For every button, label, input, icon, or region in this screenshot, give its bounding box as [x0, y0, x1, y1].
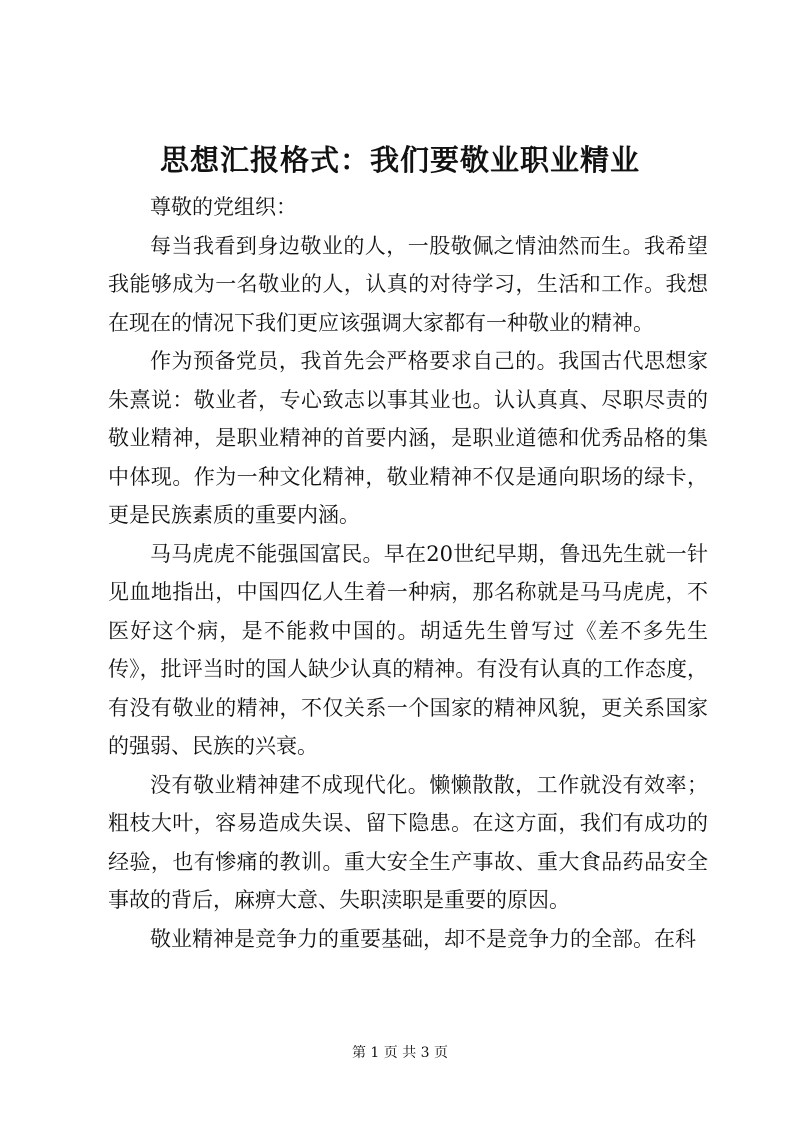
salutation: 尊敬的党组织： [150, 195, 297, 219]
paragraph-1: 每当我看到身边敬业的人，一股敬佩之情油然而生。我希望我能够成为一名敬业的人，认真的对待学习，生活和工作。我想在现在的情况下我们更应该强调大家都有一种敬业的精神。 [108, 233, 708, 335]
paragraph-4: 没有敬业精神建不成现代化。懒懒散散，工作就没有效率；粗枝大叶，容易造成失误、留下隐患。在这方面，我们有成功的经验，也有惨痛的教训。重大安全生产事故、重大食品药品安全事故的背后，麻痹大意、失职渎职是重要的原因。 [108, 772, 708, 912]
document-body [108, 188, 708, 958]
page-number-footer: 第 1 页 共 3 页 [351, 1045, 449, 1061]
paragraph-5: 敬业精神是竞争力的重要基础，却不是竞争力的全部。在科 [150, 926, 696, 951]
paragraph-2: 作为预备党员，我首先会严格要求自己的。我国古代思想家朱熹说：敬业者，专心致志以事其业也。认认真真、尽职尽责的敬业精神，是职业精神的首要内涵，是职业道德和优秀品格的集中体现。作为一种文化精神，敬业精神不仅是通向职场的绿卡，更是民族素质的重要内涵。 [108, 349, 708, 527]
paragraph-3: 马马虎虎不能强国富民。早在20世纪早期，鲁迅先生就一针见血地指出，中国四亿人生着一种病，那名称就是马马虎虎，不医好这个病，是不能救中国的。胡适先生曾写过《差不多先生传》，批评当时的国人缺少认真的精神。有没有认真的工作态度，有没有敬业的精神，不仅关系一个国家的精神风貌，更关系国家的强弱、民族的兴衰。 [108, 541, 708, 758]
document-title: 思想汇报格式：我们要敬业职业精业 [159, 143, 640, 177]
